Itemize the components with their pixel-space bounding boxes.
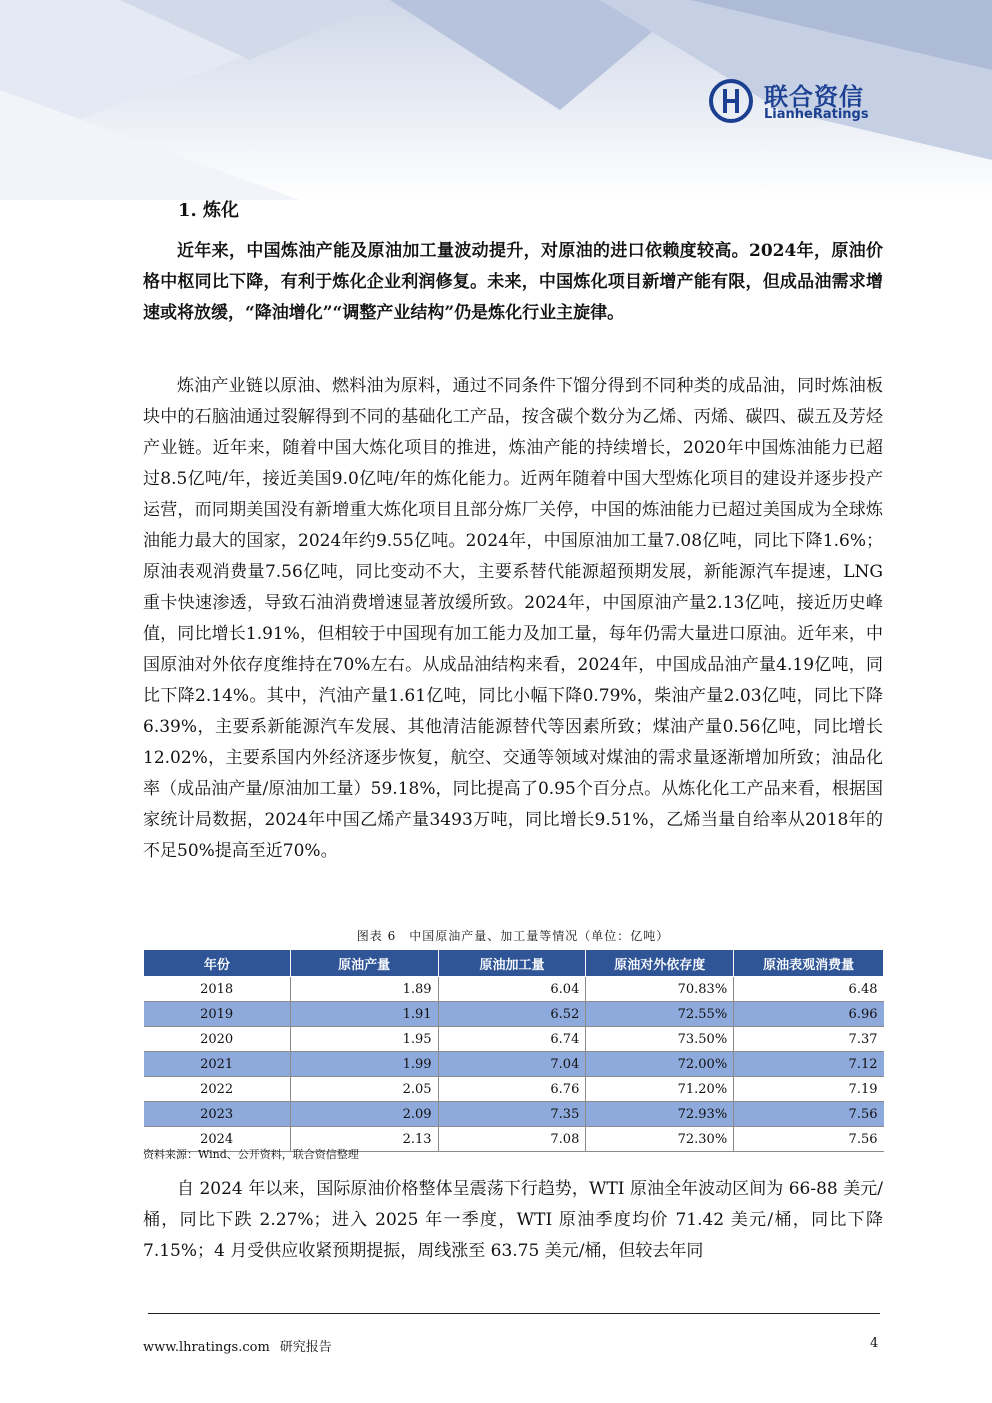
cell-apparent-consumption: 7.56 [734,1127,884,1152]
summary-paragraph: 近年来，中国炼油产能及原油加工量波动提升，对原油的进口依赖度较高。2024年，原油价格中枢同比下降，有利于炼化企业利润修复。未来，中国炼化项目新增产能有限，但成品油需求增速或将放缓，“降油增化”“调整产业结构”仍是炼化行业主旋律。 [143,241,883,323]
cell-production: 1.89 [290,977,438,1002]
footer-website-link[interactable]: www.lhratings.com [143,1340,270,1355]
header-production: 原油产量 [290,950,438,977]
logo-english-name: LianheRatings [764,107,869,122]
oil-price-paragraph: 自 2024 年以来，国际原油价格整体呈震荡下行趋势，WTI 原油全年波动区间为 66-88 美元/桶，同比下跌 2.27%；进入 2025 年一季度，WTI 原油季度均价 71.42 美元/桶，同比下降 7.15%；4 月受供应收紧预期提振，周线涨至 63.75 美元/桶，但较去年同 [143,1179,883,1261]
cell-production: 1.95 [290,1027,438,1052]
cell-production: 2.05 [290,1077,438,1102]
company-logo [708,76,888,128]
cell-import-dependence: 72.93% [586,1102,734,1127]
table-source-note: 资料来源：Wind、公开资料，联合资信整理 [143,1148,359,1161]
crude-oil-table [143,949,884,1152]
table-row [144,1102,884,1127]
table-header-row [144,950,884,977]
cell-apparent-consumption: 7.19 [734,1077,884,1102]
table-row [144,1052,884,1077]
header-import-dependence: 原油对外依存度 [586,950,734,977]
cell-year: 2022 [144,1077,291,1102]
cell-apparent-consumption: 7.56 [734,1102,884,1127]
cell-year: 2020 [144,1027,291,1052]
cell-year: 2018 [144,977,291,1002]
cell-apparent-consumption: 7.12 [734,1052,884,1077]
footer-report-label: 研究报告 [279,1340,332,1355]
section-heading: 1. 炼化 [178,200,240,221]
cell-production: 1.99 [290,1052,438,1077]
footer-divider [148,1313,880,1314]
header-apparent-consumption: 原油表观消费量 [734,950,884,977]
table-caption: 图表 6 中国原油产量、加工量等情况（单位：亿吨） [356,929,670,943]
cell-import-dependence: 71.20% [586,1077,734,1102]
table-row [144,977,884,1002]
cell-processing: 6.76 [438,1077,586,1102]
cell-production: 2.13 [290,1127,438,1152]
cell-import-dependence: 72.30% [586,1127,734,1152]
cell-year: 2023 [144,1102,291,1127]
cell-import-dependence: 72.00% [586,1052,734,1077]
cell-processing: 7.08 [438,1127,586,1152]
cell-apparent-consumption: 6.96 [734,1002,884,1027]
cell-processing: 7.35 [438,1102,586,1127]
cell-year: 2021 [144,1052,291,1077]
header-processing: 原油加工量 [438,950,586,977]
table-row [144,1002,884,1027]
cell-production: 2.09 [290,1102,438,1127]
cell-import-dependence: 72.55% [586,1002,734,1027]
cell-import-dependence: 73.50% [586,1027,734,1052]
cell-year: 2024 [144,1127,291,1152]
header-year: 年份 [144,950,291,977]
logo-chinese-name: 联合资信 [764,83,864,111]
body-paragraph: 炼油产业链以原油、燃料油为原料，通过不同条件下馏分得到不同种类的成品油，同时炼油板块中的石脑油通过裂解得到不同的基础化工产品，按含碳个数分为乙烯、丙烯、碳四、碳五及芳烃产业链。近年来，随着中国大炼化项目的推进，炼油产能的持续增长，2020年中国炼油能力已超过8.5亿吨/年，接近美国9.0亿吨/年的炼化能力。近两年随着中国大型炼化项目的建设并逐步投产运营，而同期美国没有新增重大炼化项目且部分炼厂关停，中国的炼油能力已超过美国成为全球炼油能力最大的国家，2024年约9.55亿吨。2024年，中国原油加工量7.08亿吨，同比下降1.6%；原油表观消费量7.56亿吨，同比变动不大，主要系替代能源超预期发展，新能源汽车提速，LNG重卡快速渗透，导致石油消费增速显著放缓所致。2024年，中国原油产量2.13亿吨，接近历史峰值，同比增长1.91%，但相较于中国现有加工能力及加工量，每年仍需大量进口原油。近年来，中国原油对外依存度维持在70%左右。从成品油结构来看，2024年，中国成品油产量4.19亿吨，同比下降2.14%。其中，汽油产量1.61亿吨，同比小幅下降0.79%，柴油产量2.03亿吨，同比下降6.39%，主要系新能源汽车发展、其他清洁能源替代等因素所致；煤油产量0.56亿吨，同比增长12.02%，主要系国内外经济逐步恢复，航空、交通等领域对煤油的需求量逐渐增加所致；油品化率（成品油产量/原油加工量）59.18%，同比提高了0.95个百分点。从炼化化工产品来看，根据国家统计局数据，2024年中国乙烯产量3493万吨，同比增长9.51%，乙烯当量自给率从2018年的不足50%提高至近70%。 [143,376,883,861]
cell-year: 2019 [144,1002,291,1027]
cell-import-dependence: 70.83% [586,977,734,1002]
page-number: 4 [870,1336,879,1351]
table-row [144,1077,884,1102]
cell-processing: 6.74 [438,1027,586,1052]
cell-processing: 7.04 [438,1052,586,1077]
footer-left [143,1336,332,1355]
cell-apparent-consumption: 7.37 [734,1027,884,1052]
cell-apparent-consumption: 6.48 [734,977,884,1002]
table-row [144,1027,884,1052]
cell-processing: 6.04 [438,977,586,1002]
cell-production: 1.91 [290,1002,438,1027]
cell-processing: 6.52 [438,1002,586,1027]
lianhe-logo-icon [708,78,754,124]
